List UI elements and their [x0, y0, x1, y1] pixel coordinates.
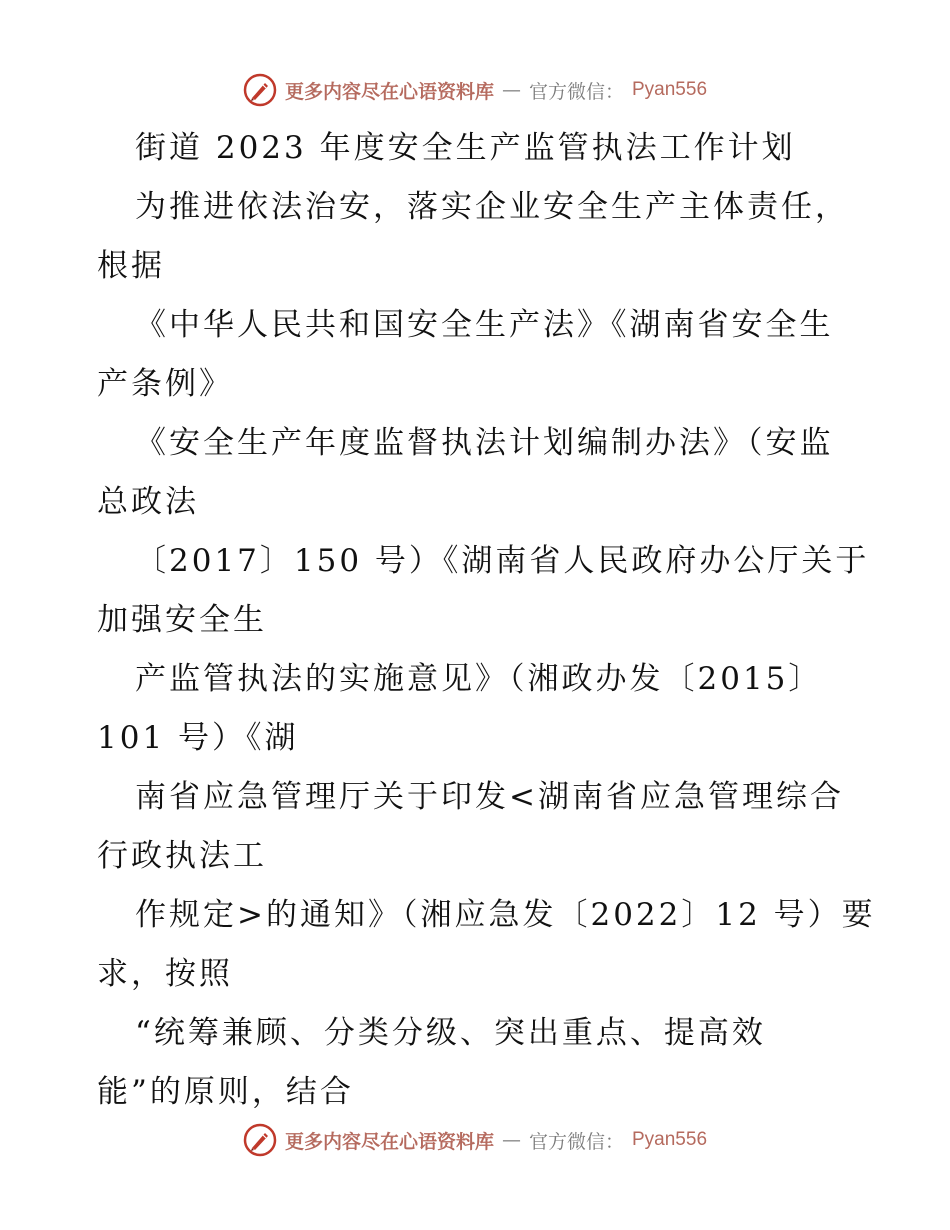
paragraph-line: 101 号）《湖	[97, 720, 299, 756]
watermark-separator: —	[501, 79, 521, 101]
watermark-sub-text: 官方微信：	[528, 80, 624, 103]
document-title: 街道 2023 年度安全生产监管执法工作计划	[135, 130, 796, 166]
paragraph-line: 《中华人民共和国安全生产法》《湖南省安全生	[135, 307, 834, 343]
pen-logo-icon	[243, 73, 277, 107]
header-watermark	[0, 70, 950, 110]
watermark-wechat-id: Pyan556	[632, 79, 708, 100]
paragraph-line: 作规定>的通知》（湘应急发〔2022〕12 号）要	[135, 897, 876, 933]
paragraph-line: 南省应急管理厅关于印发<湖南省应急管理综合	[135, 779, 844, 815]
paragraph-line: 行政执法工	[97, 838, 267, 874]
paragraph-line: 〔2017〕150 号）《湖南省人民政府办公厅关于	[135, 543, 870, 579]
paragraph-line: 产条例》	[97, 366, 233, 402]
paragraph-line: 求，按照	[97, 956, 233, 992]
paragraph-line: 产监管执法的实施意见》（湘政办发〔2015〕	[135, 661, 823, 697]
paragraph-line: 总政法	[97, 484, 199, 520]
watermark-main-text: 更多内容尽在心语资料库	[284, 1130, 494, 1153]
paragraph-line: 根据	[97, 248, 165, 284]
watermark-wechat-id: Pyan556	[632, 1129, 708, 1150]
watermark-main-text: 更多内容尽在心语资料库	[284, 80, 494, 103]
watermark-separator: —	[501, 1129, 521, 1151]
paragraph-line: 《安全生产年度监督执法计划编制办法》（安监	[135, 425, 834, 461]
watermark-sub-text: 官方微信：	[528, 1130, 624, 1153]
paragraph-line: 加强安全生	[97, 602, 267, 638]
paragraph-line: “统筹兼顾、分类分级、突出重点、提高效	[135, 1015, 766, 1051]
paragraph-line: 能”的原则，结合	[97, 1074, 354, 1110]
footer-watermark	[0, 1120, 950, 1160]
paragraph-line: 为推进依法治安，落实企业安全生产主体责任，	[135, 189, 849, 225]
pen-logo-icon	[243, 1123, 277, 1157]
